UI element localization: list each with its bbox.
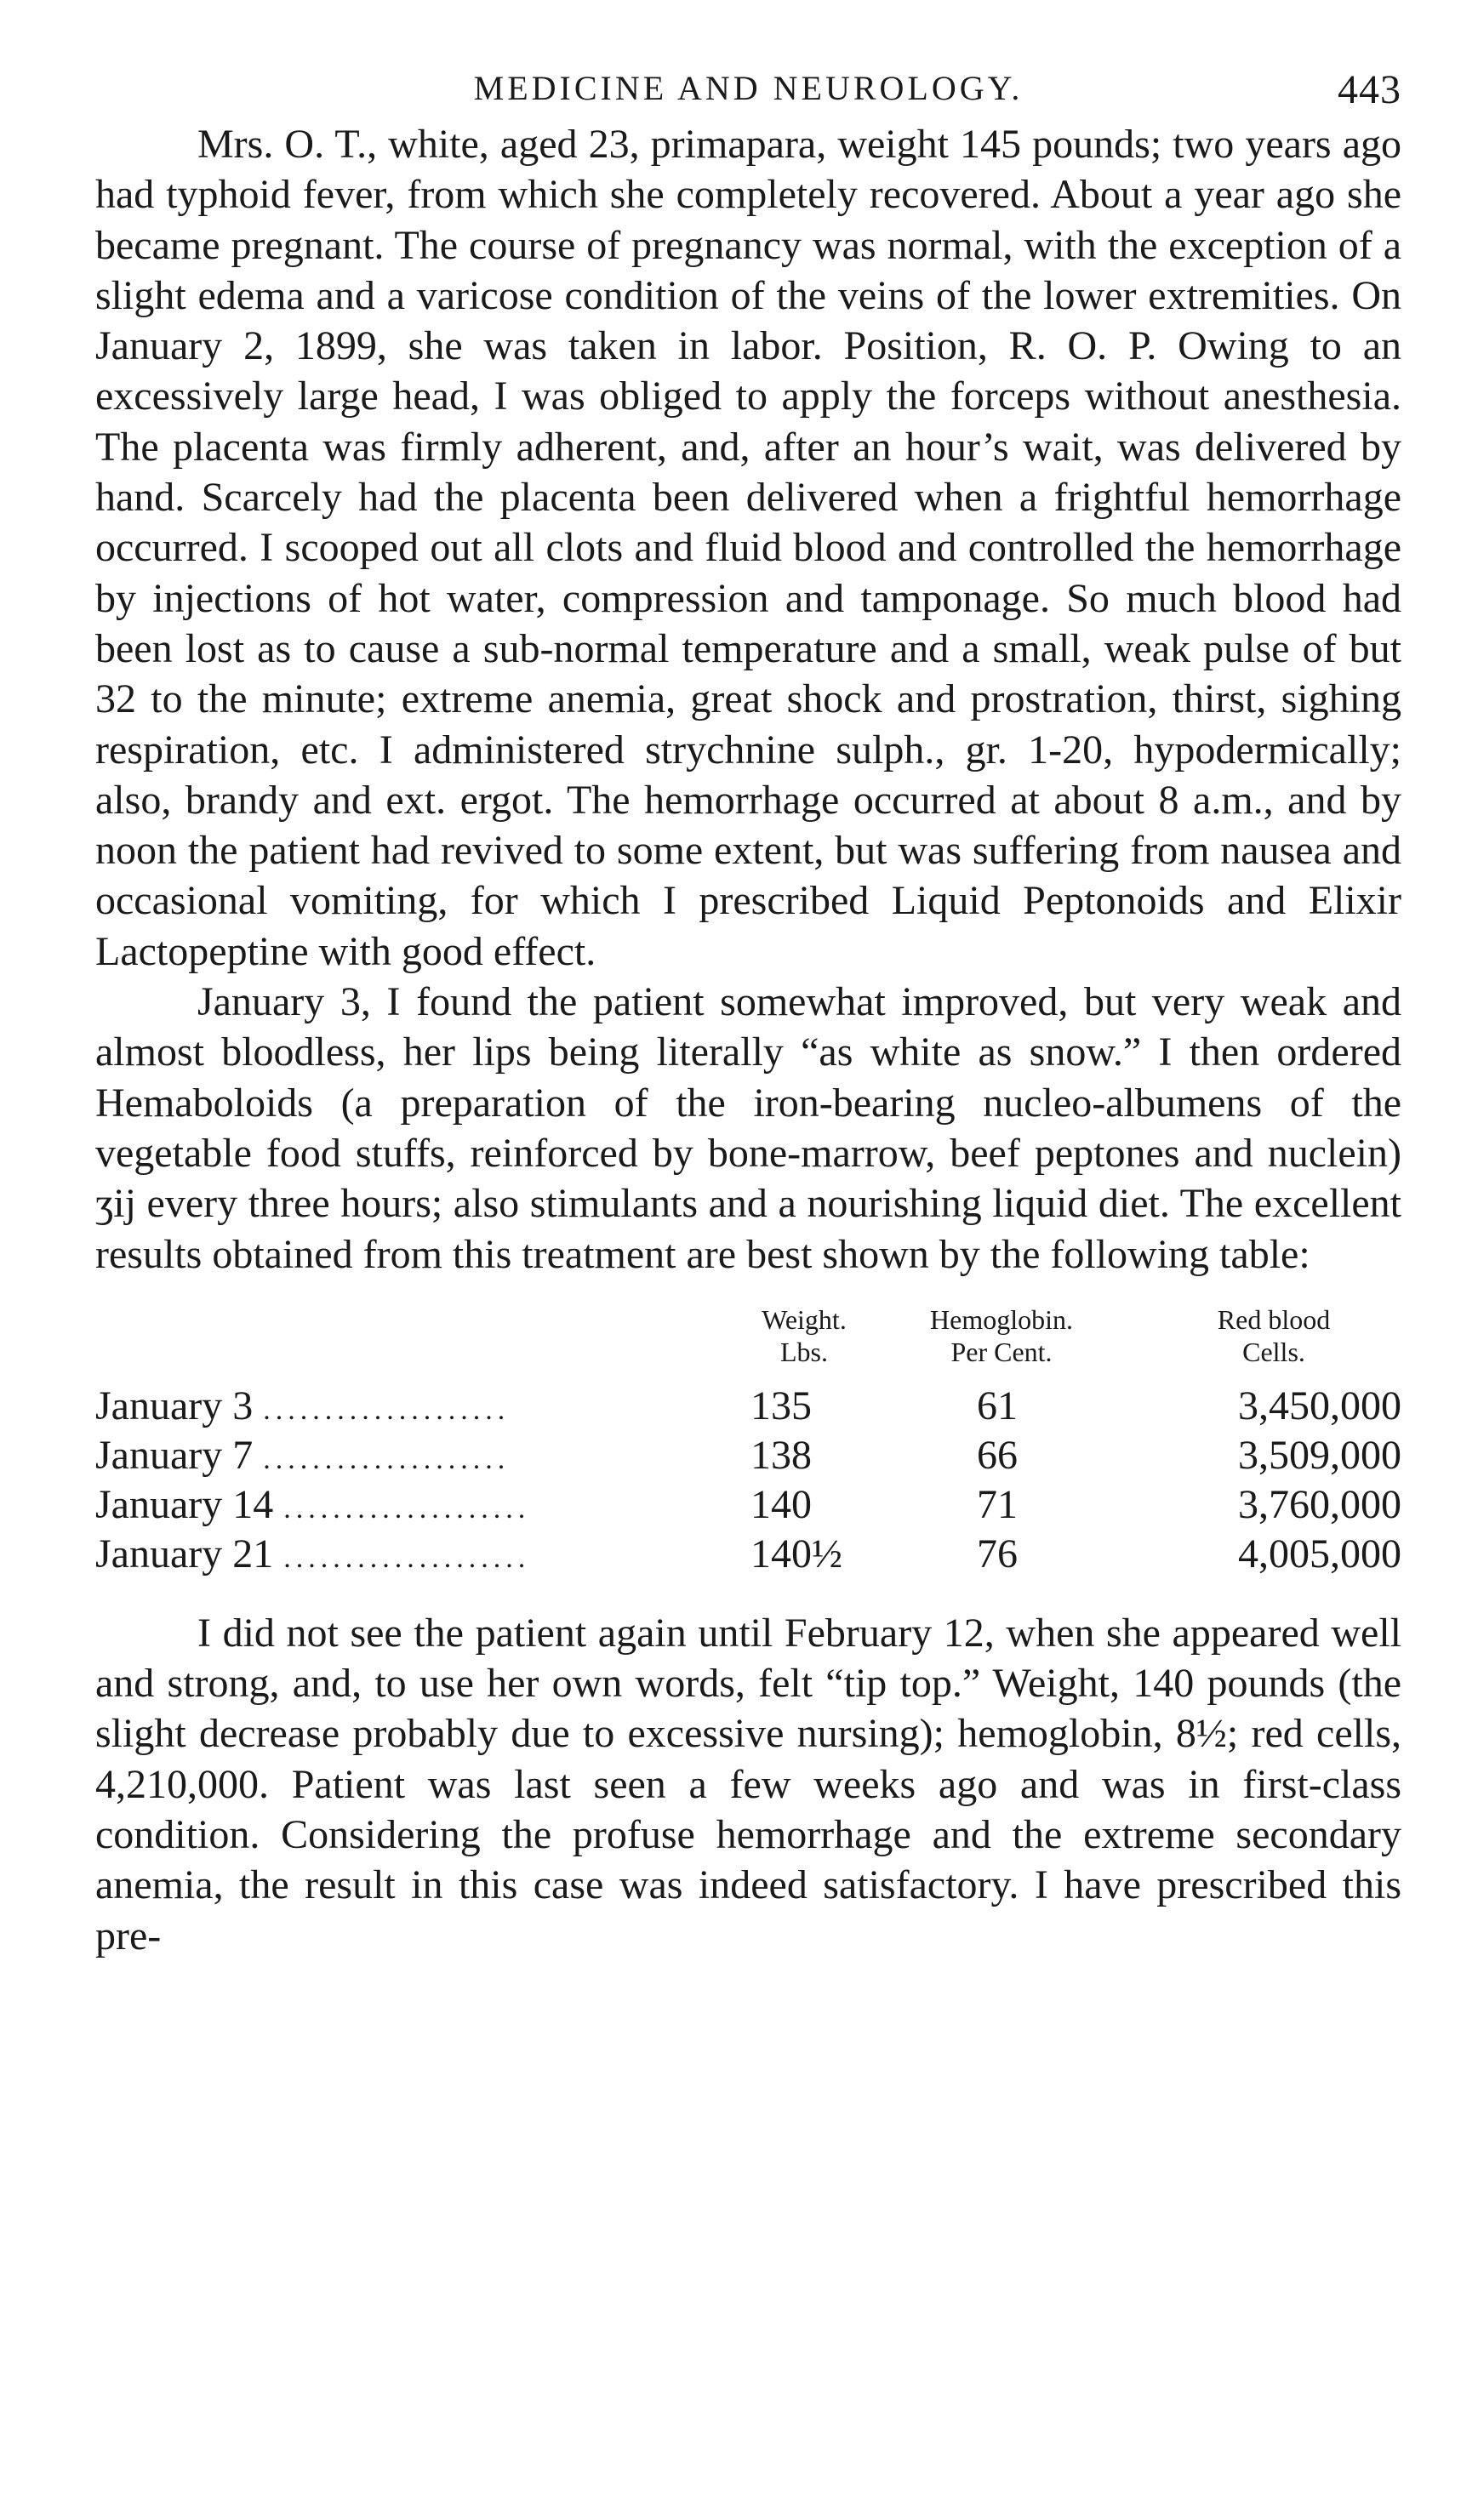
header-weight: Weight. Lbs. [762, 1303, 847, 1367]
row-date: January 21 [95, 1531, 274, 1576]
table-row [95, 1530, 1401, 1579]
row-weight: 135 [750, 1383, 812, 1428]
row-hemoglobin: 76 [977, 1531, 1018, 1576]
row-red-cells: 3,450,000 [1238, 1383, 1401, 1428]
page-number: 443 [1338, 67, 1401, 112]
table-row [95, 1480, 1401, 1530]
row-weight: 138 [750, 1432, 812, 1478]
header-hemoglobin: Hemoglobin. Per Cent. [930, 1303, 1073, 1367]
row-date: January 14 [95, 1481, 274, 1527]
results-table [95, 1303, 1401, 1579]
row-date: January 7 [95, 1432, 254, 1478]
running-head [95, 60, 1401, 119]
dot-leader: .................... [263, 1394, 511, 1426]
row-red-cells: 3,509,000 [1238, 1432, 1401, 1478]
dot-leader: .................... [283, 1542, 531, 1574]
row-red-cells: 3,760,000 [1238, 1481, 1401, 1527]
row-weight: 140 [750, 1481, 812, 1527]
row-hemoglobin: 71 [977, 1481, 1018, 1527]
dot-leader: .................... [283, 1492, 531, 1525]
row-weight: 140½ [750, 1531, 842, 1576]
running-title: MEDICINE AND NEUROLOGY. [473, 69, 1024, 107]
row-red-cells: 4,005,000 [1238, 1531, 1401, 1576]
table-header [95, 1303, 1401, 1382]
row-hemoglobin: 61 [977, 1383, 1018, 1428]
book-page [95, 60, 1401, 1961]
follow-up-paragraph: I did not see the patient again until February 12, when she appeared well and strong, and, to use her own words, felt “tip top.” Weight, 140 pounds (the slight decrease probably due to excessive nursing); hemoglobin, 8½; red cells, 4,210,000. Patient was last seen a few weeks ago and was in first-class condition. Considering the profuse hemorrhage and the extreme secondary anemia, the result in this case was indeed satisfactory. I have prescribed this pre- [95, 1610, 1401, 1958]
table-row [95, 1431, 1401, 1480]
case-history-paragraph: Mrs. O. T., white, aged 23, primapara, weight 145 pounds; two years ago had typhoid fever, from which she completely recovered. About a year ago she became pregnant. The course of pregnancy was normal, with the exception of a slight edema and a varicose condition of the veins of the lower extremities. On January 2, 1899, she was taken in labor. Position, R. O. P. Owing to an excessively large head, I was obliged to apply the forceps without anesthesia. The placenta was firmly adherent, and, after an hour’s wait, was delivered by hand. Scarcely had the placenta been delivered when a frightful hemorrhage occurred. I scooped out all clots and fluid blood and controlled the hemorrhage by injections of hot water, compression and tamponage. So much blood had been lost as to cause a sub-normal temperature and a small, weak pulse of but 32 to the minute; extreme anemia, great shock and prostration, thirst, sighing respiration, etc. I administered strychnine sulph., gr. 1-20, hypodermically; also, brandy and ext. ergot. The hemorrhage occurred at about 8 a.m., and by noon the patient had revived to some extent, but was suffering from nausea and occasional vomiting, for which I prescribed Liquid Peptonoids and Elixir Lactopeptine with good effect. [95, 122, 1401, 974]
header-red-blood-cells: Red blood Cells. [1217, 1303, 1331, 1367]
treatment-paragraph: January 3, I found the patient somewhat improved, but very weak and almost bloodless, her lips being literally “as white as snow.” I then ordered Hemaboloids (a preparation of the iron-bearing nucleo-albumens of the vegetable food stuffs, reinforced by bone-marrow, beef peptones and nuclein) ʒij every three hours; also stimulants and a nourishing liquid diet. The excellent results obtained from this treatment are best shown by the following table: [95, 979, 1401, 1277]
row-hemoglobin: 66 [977, 1432, 1018, 1478]
row-date: January 3 [95, 1383, 254, 1428]
dot-leader: .................... [263, 1443, 511, 1475]
table-row [95, 1382, 1401, 1431]
